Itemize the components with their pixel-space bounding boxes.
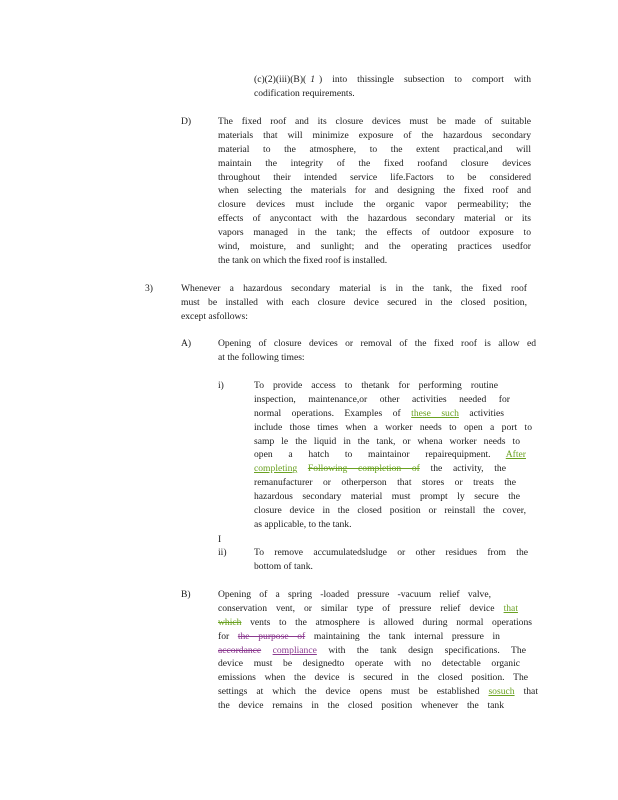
paragraph-line: must be installed with each closure device secured in the closed position, — [181, 296, 527, 308]
paragraph-line: closure device in the closed position or reinstall the cover, — [254, 505, 526, 517]
paragraph-line: Opening of closure devices or removal of the fixed roof is allow ed — [218, 338, 536, 349]
intro-paragraph — [254, 73, 531, 101]
paragraph-line: the device remains in the closed position whenever the tank — [218, 700, 504, 712]
intro-text: (c)(2)(iii)(B)( — [254, 74, 307, 85]
deleted-text: which — [218, 616, 242, 628]
paragraph-line: the tank on which the fixed roof is installed. — [218, 254, 388, 266]
paragraph-line: material to the atmosphere, to the extent practical,and will — [218, 143, 531, 155]
paragraph-line: Whenever a hazardous secondary material is in the tank, the fixed roof — [181, 283, 527, 294]
paragraph-line: inspection, maintenance,or other activities needed for — [254, 393, 510, 405]
deleted-text: Following completion of — [307, 463, 420, 475]
text-run: for — [218, 630, 230, 642]
text-run: that — [523, 686, 538, 698]
intro-text: ) into thissingle subsection to comport with — [319, 74, 531, 85]
text-run: open a hatch to maintainor repairequipment. — [254, 449, 491, 461]
text-run: with the tank design specifications. The — [328, 644, 526, 656]
item-label-a: A) — [181, 338, 192, 349]
paragraph-line: closure devices must include the organic vapor permeability; the — [218, 199, 531, 211]
text-run: vents to the atmosphere is allowed during normal operations — [250, 616, 533, 628]
paragraph-line: throughout their intended service life.Factors to be considered — [218, 171, 531, 183]
text-run: conservation vent, or similar type of pressure relief device — [218, 602, 495, 614]
text-run: the activity, the — [430, 463, 506, 475]
paragraph-line: effects of anycontact with the hazardous secondary material or its — [218, 213, 531, 225]
item-label-i: i) — [218, 380, 224, 391]
item-label-ii: ii) — [218, 547, 227, 558]
paragraph-line: except asfollows: — [181, 310, 248, 322]
paragraph-3 — [181, 282, 527, 324]
inserted-text: such — [496, 686, 515, 698]
paragraph-line: materials that will minimize exposure of the hazardous secondary — [218, 129, 531, 141]
text-run: normal operations. Examples of — [254, 407, 401, 419]
paragraph-line: samp le the liquid in the tank, or whena worker needs to — [254, 435, 520, 447]
paragraph-line: device must be designedto operate with no detectable organic — [218, 658, 520, 670]
paragraph-line: The fixed roof and its closure devices must be made of suitable — [218, 116, 531, 127]
paragraph-line: include those times when a worker needs to open a port to — [254, 421, 532, 433]
inserted-text: completing — [254, 463, 298, 475]
paragraph-line: as applicable, to the tank. — [254, 518, 352, 530]
paragraph-i — [254, 379, 532, 532]
item-label-3: 3) — [145, 283, 153, 294]
paragraph-line: bottom of tank. — [254, 560, 313, 572]
inserted-text: so — [488, 686, 497, 698]
paragraph-b — [218, 588, 538, 713]
inserted-text: these such — [411, 407, 459, 419]
text-run: settings at which the device opens must be established — [218, 686, 480, 698]
deleted-text: accordance — [218, 644, 262, 656]
intro-number: 1 — [310, 74, 316, 85]
paragraph-ii — [254, 546, 528, 574]
paragraph-line: at the following times: — [218, 351, 305, 363]
deleted-text: the purpose of — [237, 630, 306, 642]
paragraph-line: remanufacturer or otherperson that stores or treats the — [254, 477, 516, 489]
item-label-d: D) — [181, 116, 192, 127]
paragraph-d — [218, 115, 531, 268]
paragraph-line: wind, moisture, and sunlight; and the operating practices usedfor — [218, 241, 531, 253]
paragraph-line: vapors managed in the tank; the effects of outdoor exposure to — [218, 227, 531, 239]
inserted-text: that — [503, 602, 518, 614]
paragraph-line: when selecting the materials for and designing the fixed roof and — [218, 185, 531, 197]
paragraph-line: maintain the integrity of the fixed roofand closure devices — [218, 157, 531, 169]
text-run: maintaining the tank internal pressure in — [313, 630, 500, 642]
inserted-text: After — [505, 449, 526, 461]
paragraph-a — [218, 337, 536, 365]
text-run: activities — [469, 407, 504, 419]
paragraph-line: Opening of a spring -loaded pressure -vacuum relief valve, — [218, 589, 491, 600]
paragraph-line: emissions when the device is secured in the closed position. The — [218, 672, 528, 684]
intro-line: codification requirements. — [254, 87, 355, 99]
paragraph-line: hazardous secondary material must prompt ly secure the — [254, 491, 520, 503]
item-label-b: B) — [181, 589, 191, 600]
paragraph-line: To remove accumulatedsludge or other residues from the — [254, 547, 528, 558]
paragraph-line: To provide access to thetank for performing routine — [254, 380, 498, 391]
stray-mark: I — [218, 534, 222, 545]
inserted-text: compliance — [272, 644, 317, 656]
